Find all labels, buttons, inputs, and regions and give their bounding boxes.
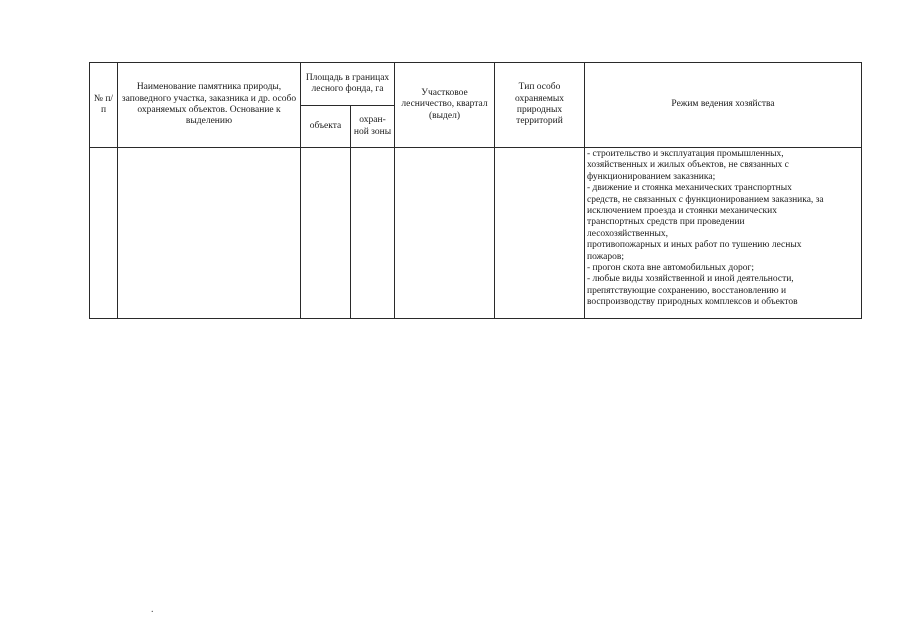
stray-mark: .: [151, 604, 154, 615]
header-number: № п/п: [90, 63, 118, 148]
cell-type: [495, 148, 585, 319]
regime-line: - любые виды хозяйственной и иной деятельности,: [587, 274, 794, 285]
regime-line: пожаров;: [587, 251, 625, 262]
regime-line: противопожарных и иных работ по тушению лесных: [587, 240, 802, 251]
regime-line: функционированием заказника;: [587, 171, 716, 182]
header-area-zone: охран- ной зоны: [351, 106, 395, 148]
header-name: Наименование памятника природы, заповедного участка, заказника и др. особо охраняемых объектов. Основание к выделению: [118, 63, 301, 148]
cell-regime: [585, 148, 862, 319]
table-row: [90, 148, 862, 319]
regime-line: лесохозяйственных,: [587, 228, 668, 239]
regime-line: препятствующие сохранению, восстановлению и: [587, 285, 787, 296]
protected-areas-table: [89, 62, 862, 319]
regime-line: средств, не связанных с функционированием заказника, за: [587, 194, 824, 205]
cell-area-object: [301, 148, 351, 319]
cell-name: [118, 148, 301, 319]
regime-line: хозяйственных и жилых объектов, не связанных с: [587, 160, 789, 171]
regime-line: воспроизводству природных комплексов и объектов: [587, 297, 798, 308]
header-forestry: Участковое лесничество, квартал (выдел): [395, 63, 495, 148]
header-regime: Режим ведения хозяйства: [585, 63, 862, 148]
regime-line: транспортных средств при проведении: [587, 217, 745, 228]
header-area-object: объекта: [301, 106, 351, 148]
regime-line: - строительство и эксплуатация промышленных,: [587, 149, 784, 159]
header-area-group: Площадь в границах лесного фонда, га: [301, 63, 395, 106]
regime-line: исключением проезда и стоянки механических: [587, 205, 778, 216]
header-type: Тип особо охраняемых природных территорий: [495, 63, 585, 148]
cell-area-zone: [351, 148, 395, 319]
regime-line: - движение и стоянка механических транспортных: [587, 183, 792, 194]
cell-number: [90, 148, 118, 319]
regime-line: - прогон скота вне автомобильных дорог;: [587, 262, 755, 273]
header-row-1: [90, 63, 862, 106]
cell-forestry: [395, 148, 495, 319]
